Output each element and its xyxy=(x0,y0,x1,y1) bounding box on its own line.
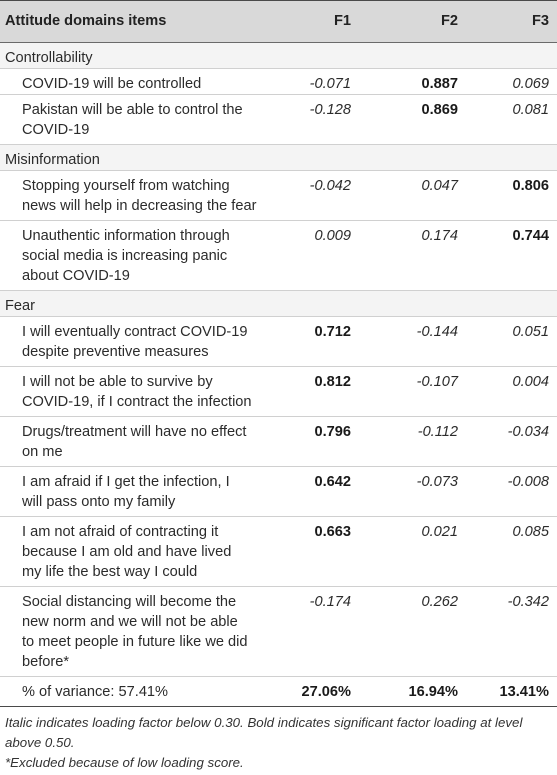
table-row xyxy=(0,69,557,95)
section-row-controllability xyxy=(0,43,557,69)
f3-value: -0.008 xyxy=(507,474,549,490)
table-row xyxy=(0,171,557,221)
item-label: Drugs/treatment will have no effect on me xyxy=(22,424,247,460)
item-label: COVID-19 will be controlled xyxy=(22,76,202,92)
f2-value: -0.107 xyxy=(416,374,458,390)
table-row xyxy=(0,467,557,517)
f1-value: 0.663 xyxy=(314,524,351,540)
f1-value: -0.174 xyxy=(309,594,351,610)
item-label: I will eventually contract COVID-19 despite preventive measures xyxy=(22,324,248,360)
f2-value: 0.021 xyxy=(421,524,458,540)
section-title: Controllability xyxy=(5,50,93,66)
f1-value: 0.009 xyxy=(314,228,351,244)
f1-value: 0.642 xyxy=(314,474,351,490)
f1-value: 0.796 xyxy=(314,424,351,440)
section-row-fear xyxy=(0,291,557,317)
f2-value: 0.262 xyxy=(421,594,458,610)
variance-label: % of variance: 57.41% xyxy=(22,684,169,700)
table-row xyxy=(0,221,557,291)
table-row xyxy=(0,517,557,587)
f3-value: -0.342 xyxy=(507,594,549,610)
footnote-italic-bold: Italic indicates loading factor below 0.30. Bold indicates significant factor loading at level above 0.50. xyxy=(5,715,523,750)
f3-value: 0.744 xyxy=(512,228,549,244)
f2-value: 0.047 xyxy=(421,178,458,194)
table-row xyxy=(0,367,557,417)
f2-value: 0.869 xyxy=(421,102,458,118)
table-header xyxy=(0,1,557,42)
table-row xyxy=(0,587,557,677)
footnote-excluded: *Excluded because of low loading score. xyxy=(5,755,244,770)
header-f1: F1 xyxy=(333,13,351,29)
section-row-misinformation xyxy=(0,145,557,171)
f1-value: 0.812 xyxy=(314,374,351,390)
item-label: I am not afraid of contracting it because I am old and have lived my life the best way I could xyxy=(22,524,232,580)
variance-total-row xyxy=(0,677,557,707)
f1-value: -0.071 xyxy=(309,76,351,92)
f3-value: 0.085 xyxy=(512,524,549,540)
table-row xyxy=(0,417,557,467)
section-title: Fear xyxy=(5,298,36,314)
table-row xyxy=(0,95,557,145)
f3-value: 0.806 xyxy=(512,178,549,194)
table-footnotes xyxy=(5,713,545,773)
f2-value: 0.887 xyxy=(421,76,458,92)
f3-value: 0.069 xyxy=(512,76,549,92)
f3-value: -0.034 xyxy=(507,424,549,440)
item-label: I will not be able to survive by COVID-19, if I contract the infection xyxy=(22,374,252,410)
f3-variance: 13.41% xyxy=(499,684,549,700)
header-f3: F3 xyxy=(531,13,549,29)
f1-variance: 27.06% xyxy=(301,684,351,700)
header-f2: F2 xyxy=(440,13,458,29)
table-body xyxy=(0,43,557,707)
f3-value: 0.051 xyxy=(512,324,549,340)
f2-variance: 16.94% xyxy=(408,684,458,700)
table-row xyxy=(0,317,557,367)
f2-value: -0.073 xyxy=(416,474,458,490)
header-attitude-domains: Attitude domains items xyxy=(5,13,167,29)
item-label: Unauthentic information through social media is increasing panic about COVID-19 xyxy=(22,228,230,284)
item-label: I am afraid if I get the infection, I will pass onto my family xyxy=(22,474,230,510)
section-title: Misinformation xyxy=(5,152,100,168)
f3-value: 0.004 xyxy=(512,374,549,390)
item-label: Stopping yourself from watching news will help in decreasing the fear xyxy=(22,178,257,214)
f2-value: -0.112 xyxy=(417,424,458,440)
f3-value: 0.081 xyxy=(512,102,549,118)
f1-value: -0.042 xyxy=(309,178,351,194)
f1-value: -0.128 xyxy=(309,102,351,118)
f2-value: 0.174 xyxy=(421,228,458,244)
item-label: Pakistan will be able to control the COVID-19 xyxy=(22,102,243,138)
f2-value: -0.144 xyxy=(416,324,458,340)
item-label: Social distancing will become the new norm and we will not be able to meet people in future like we did before* xyxy=(22,594,248,670)
f1-value: 0.712 xyxy=(314,324,351,340)
